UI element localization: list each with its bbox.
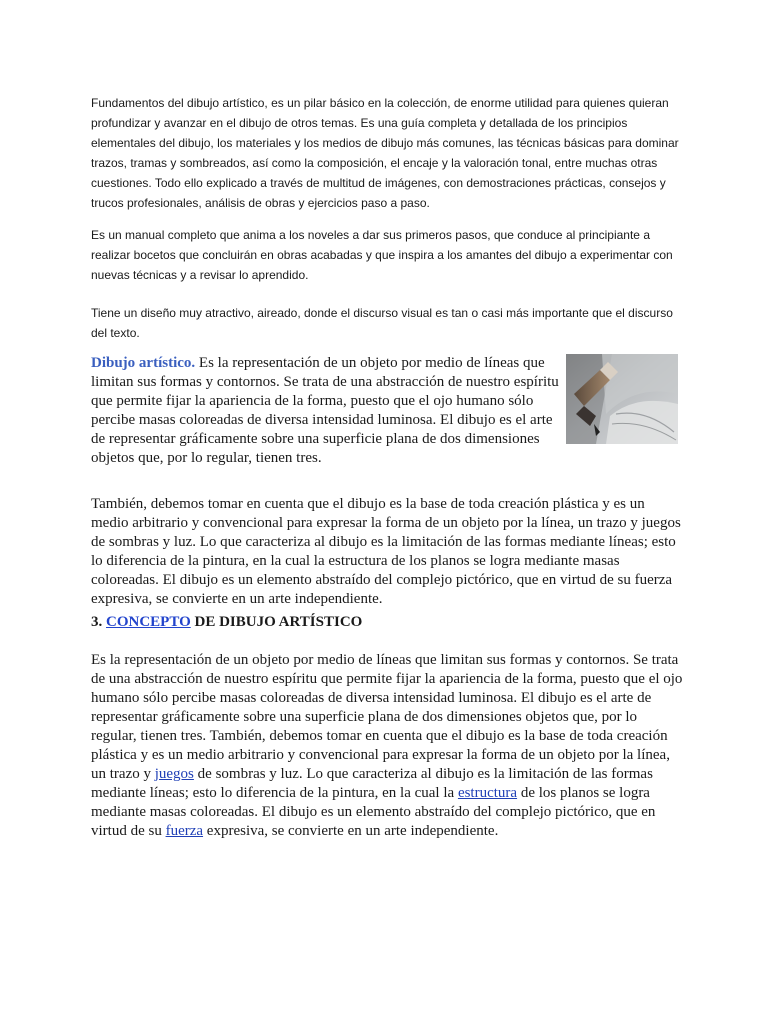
section-heading [91,613,683,632]
concept-paragraph [91,651,685,841]
concept-text-2: de sombras y luz. Lo que caracteriza al dibujo es la limitación de las formas mediante líneas; esto lo diferencia de la pintura, en la cual la [91,766,653,801]
intro-paragraph-2: Es un manual completo que anima a los noveles a dar sus primeros pasos, que conduce al principiante a realizar bocetos que concluirán en obras acabadas y que inspira a los amantes del dibujo a experimentar con nuevas técnicas y a revisar lo aprendido. [91,228,673,282]
section-number: 3. [91,614,103,630]
definition-text: Es la representación de un objeto por medio de líneas que limitan sus formas y contornos. Se trata de una abstracción de nuestro espíritu que permite fijar la apariencia de la forma, puesto que el ojo humano sólo percibe masas coloreadas de diversa intensidad luminosa. El dibujo es el arte de representar gráficamente sobre una superficie plana de dos dimensiones objetos que, por lo regular, tienen tres. [91,355,559,466]
intro-paragraph-1: Fundamentos del dibujo artístico, es un pilar básico en la colección, de enorme utilidad para quienes quieran profundizar y avanzar en el dibujo de otros temas. Es una guía completa y detallada de los principios elementales del dibujo, los materiales y los medios de dibujo más comunes, las técnicas básicas para dominar trazos, tramas y sombreados, así como la composición, el encaje y la valoración tonal, entre muchas otras cuestiones. Todo ello explicado a través de multitud de imágenes, con demostraciones prácticas, consejos y trucos profesionales, análisis de obras y ejercicios paso a paso. [91,96,679,210]
drawing-photo [566,354,678,444]
section-heading-rest: DE DIBUJO ARTÍSTICO [190,614,363,630]
concept-text-1: Es la representación de un objeto por medio de líneas que limitan sus formas y contornos. Se trata de una abstracción de nuestro espíritu que permite fijar la apariencia de la forma, puesto que el ojo humano sólo percibe masas coloreadas de diversa intensidad luminosa. El dibujo es el arte de representar gráficamente sobre una superficie plana de dos dimensiones objetos que, por lo regular, tienen tres. También, debemos tomar en cuenta que el dibujo es la base de toda creación plástica y es un medio arbitrario y convencional para expresar la forma de un objeto por la línea, un trazo y [91,652,683,782]
concept-text-4: expresiva, se convierte en un arte independiente. [203,823,499,839]
estructura-link[interactable]: estructura [457,785,518,801]
intro-paragraph-3: Tiene un diseño muy atractivo, aireado, donde el discurso visual es tan o casi más importante que el discurso del texto. [91,306,673,340]
fuerza-link[interactable]: fuerza [165,823,204,839]
concepto-link[interactable]: CONCEPTO [106,614,191,630]
definition-paragraph [91,354,559,468]
juegos-link[interactable]: juegos [154,766,194,782]
body-paragraph: También, debemos tomar en cuenta que el dibujo es la base de toda creación plástica y es un medio arbitrario y convencional para expresar la forma de un objeto por la línea, un trazo y juegos de sombras y luz. Lo que caracteriza al dibujo es la limitación de las formas mediante líneas; esto lo diferencia de la pintura, en la cual la estructura de los planos se logra mediante masas coloreadas. El dibujo es un elemento abstraído del complejo pictórico, que en virtud de su fuerza expresiva, se convierte en un arte independiente. [91,496,681,607]
definition-term: Dibujo artístico. [91,355,196,371]
concept-text-3: de los planos se logra mediante masas coloreadas. El dibujo es un elemento abstraído del complejo pictórico, que en virtud de su [91,785,656,839]
